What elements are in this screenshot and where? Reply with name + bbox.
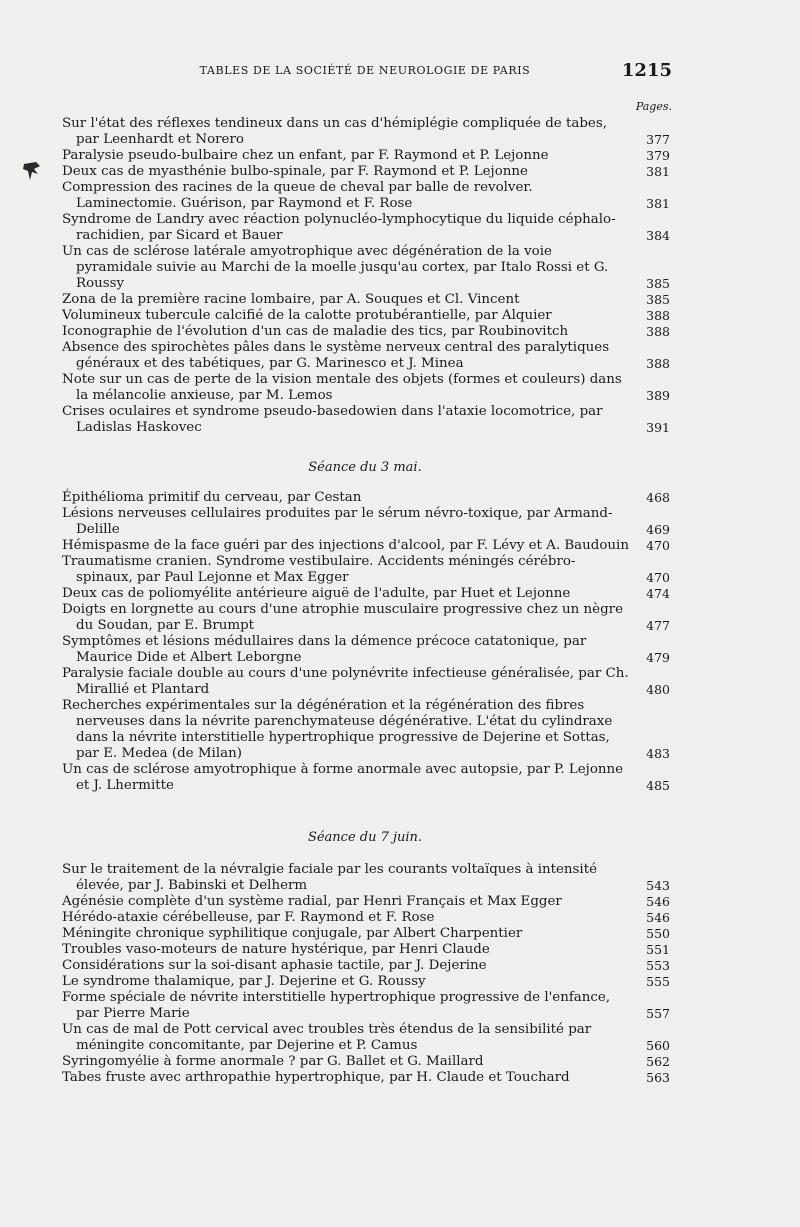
index-entry: Tabes fruste avec arthropathie hypertrophique, par H. Claude et Touchard 563 [62,1070,670,1085]
session-heading-7-juin: Séance du 7 juin. [307,830,423,845]
index-section-2 [62,490,670,794]
index-entry: Traumatisme cranien. Syndrome vestibulaire. Accidents méningés cérébro-spinaux, par Paul Lejonne et Max Egger 470 [62,554,670,585]
entry-page-number: 563 [646,1070,670,1085]
entry-page-number: 388 [646,308,670,323]
index-entry: Volumineux tubercule calcifié de la calotte protubérantielle, par Alquier 388 [62,308,670,323]
entry-page-number: 485 [646,778,670,793]
index-entry: Deux cas de poliomyélite antérieure aiguë de l'adulte, par Huet et Lejonne 474 [62,586,670,601]
index-entry: Hérédo-ataxie cérébelleuse, par F. Raymond et F. Rose 546 [62,910,670,925]
entry-page-number: 546 [646,894,670,909]
entry-page-number: 483 [646,746,670,761]
index-entry: Syndrome de Landry avec réaction polynucléo-lymphocytique du liquide céphalo-rachidien, par Sicard et Bauer 384 [62,212,670,243]
index-entry: Troubles vaso-moteurs de nature hystérique, par Henri Claude 551 [62,942,670,957]
index-entry: Paralysie pseudo-bulbaire chez un enfant, par F. Raymond et P. Lejonne 379 [62,148,670,163]
index-entry: Paralysie faciale double au cours d'une polynévrite infectieuse généralisée, par Ch. Mirallié et Plantard 480 [62,666,670,697]
entry-page-number: 555 [646,974,670,989]
entry-page-number: 388 [646,324,670,339]
index-entry: Deux cas de myasthénie bulbo-spinale, par F. Raymond et P. Lejonne 381 [62,164,670,179]
entry-page-number: 543 [646,878,670,893]
index-entry: Recherches expérimentales sur la dégénération et la régénération des fibres nerveuses dans la névrite parenchymateuse dégénérative. L'état du cylindraxe dans la névrite interstitielle hypertrophique progressive de Dejerine et Sottas, par E. Medea (de Milan) 483 [62,698,670,761]
index-entry: Épithélioma primitif du cerveau, par Cestan 468 [62,490,670,505]
index-entry: Note sur un cas de perte de la vision mentale des objets (formes et couleurs) dans la mélancolie anxieuse, par M. Lemos 389 [62,372,670,403]
index-entry: Compression des racines de la queue de cheval par balle de revolver. Laminectomie. Guérison, par Raymond et F. Rose 381 [62,180,670,211]
entry-page-number: 546 [646,910,670,925]
index-entry: Doigts en lorgnette au cours d'une atrophie musculaire progressive chez un nègre du Soudan, par E. Brumpt 477 [62,602,670,633]
entry-page-number: 381 [646,196,670,211]
ink-blot-mark [22,160,42,182]
index-entry: Syringomyélie à forme anormale ? par G. Ballet et G. Maillard 562 [62,1054,670,1069]
entry-page-number: 470 [646,570,670,585]
index-entry: Zona de la première racine lombaire, par A. Souques et Cl. Vincent 385 [62,292,670,307]
session-heading-3-mai: Séance du 3 mai. [308,460,422,475]
entry-page-number: 477 [646,618,670,633]
entry-page-number: 560 [646,1038,670,1053]
index-entry: Crises oculaires et syndrome pseudo-basedowien dans l'ataxie locomotrice, par Ladislas Haskovec 391 [62,404,670,435]
running-head: TABLES DE LA SOCIÉTÉ DE NEUROLOGIE DE PARIS [199,64,531,77]
page-number: 1215 [621,60,672,81]
index-entry: Sur l'état des réflexes tendineux dans un cas d'hémiplégie compliquée de tabes, par Leenhardt et Norero 377 [62,116,670,147]
index-entry: Méningite chronique syphilitique conjugale, par Albert Charpentier 550 [62,926,670,941]
entry-page-number: 553 [646,958,670,973]
index-section-1 [62,116,670,436]
entry-page-number: 391 [646,420,670,435]
index-entry: Symptômes et lésions médullaires dans la démence précoce catatonique, par Maurice Dide et Albert Leborgne 479 [62,634,670,665]
entry-page-number: 550 [646,926,670,941]
entry-page-number: 468 [646,490,670,505]
entry-page-number: 557 [646,1006,670,1021]
entry-page-number: 389 [646,388,670,403]
entry-page-number: 377 [646,132,670,147]
entry-page-number: 479 [646,650,670,665]
index-entry: Un cas de sclérose latérale amyotrophique avec dégénération de la voie pyramidale suivie au Marchi de la moelle jusqu'au cortex, par Italo Rossi et G. Roussy 385 [62,244,670,291]
index-entry: Sur le traitement de la névralgie faciale par les courants voltaïques à intensité élevée, par J. Babinski et Delherm 543 [62,862,670,893]
index-section-3 [62,862,670,1086]
entry-page-number: 385 [646,292,670,307]
index-entry: Hémispasme de la face guéri par des injections d'alcool, par F. Lévy et A. Baudouin 470 [62,538,670,553]
index-entry: Lésions nerveuses cellulaires produites par le sérum névro-toxique, par Armand-Delille 469 [62,506,670,537]
pages-column-label: Pages. [635,100,672,113]
entry-page-number: 470 [646,538,670,553]
index-entry: Considérations sur la soi-disant aphasie tactile, par J. Dejerine 553 [62,958,670,973]
index-entry: Le syndrome thalamique, par J. Dejerine et G. Roussy 555 [62,974,670,989]
index-entry: Un cas de mal de Pott cervical avec troubles très étendus de la sensibilité par méningite concomitante, par Dejerine et P. Camus 560 [62,1022,670,1053]
index-entry: Un cas de sclérose amyotrophique à forme anormale avec autopsie, par P. Lejonne et J. Lhermitte 485 [62,762,670,793]
entry-page-number: 469 [646,522,670,537]
entry-page-number: 381 [646,164,670,179]
index-entry: Forme spéciale de névrite interstitielle hypertrophique progressive de l'enfance, par Pierre Marie 557 [62,990,670,1021]
entry-page-number: 384 [646,228,670,243]
entry-page-number: 551 [646,942,670,957]
entry-page-number: 388 [646,356,670,371]
index-entry: Agénésie complète d'un système radial, par Henri Français et Max Egger 546 [62,894,670,909]
index-entry: Iconographie de l'évolution d'un cas de maladie des tics, par Roubinovitch 388 [62,324,670,339]
entry-page-number: 474 [646,586,670,601]
entry-page-number: 379 [646,148,670,163]
entry-page-number: 385 [646,276,670,291]
index-entry: Absence des spirochètes pâles dans le système nerveux central des paralytiques généraux et des tabétiques, par G. Marinesco et J. Minea 388 [62,340,670,371]
entry-page-number: 480 [646,682,670,697]
entry-page-number: 562 [646,1054,670,1069]
